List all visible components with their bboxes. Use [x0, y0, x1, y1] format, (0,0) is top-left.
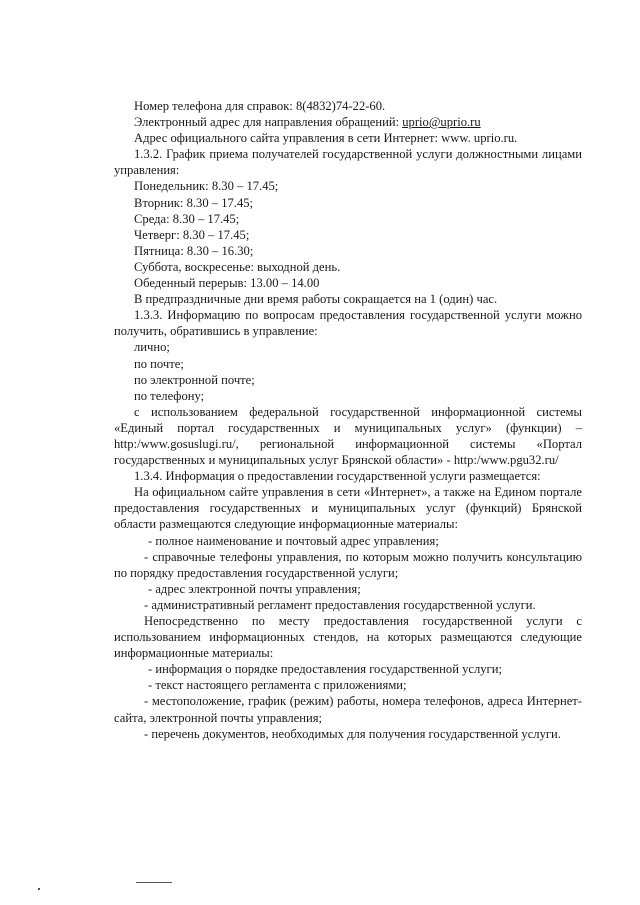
schedule-day: Суббота, воскресенье: выходной день.	[134, 259, 341, 274]
stands-item: - информация о порядке предоставления государственной услуги;	[148, 662, 502, 677]
stands-item: - текст настоящего регламента с приложениями;	[148, 678, 407, 693]
info-heading: 1.3.3. Информацию по вопросам предоставления государственной услуги можно получить, обратившись в управление:	[114, 308, 582, 339]
info-method: по электронной почте;	[134, 372, 255, 387]
website-line: Адрес официального сайта управления в сети Интернет: www. uprio.ru.	[134, 131, 518, 146]
schedule-day: Понедельник: 8.30 – 17.45;	[134, 179, 279, 194]
email-link[interactable]: uprio@uprio.ru	[402, 115, 481, 130]
email-line	[114, 114, 582, 130]
website-item: - справочные телефоны управления, по которым можно получить консультацию по порядку предоставления государственной услуги;	[114, 549, 582, 580]
stands-intro: Непосредственно по месту предоставления государственной услуги с использованием информационных стендов, на которых размещаются следующие информационные материалы:	[114, 614, 582, 661]
website-item: - адрес электронной почты управления;	[148, 581, 361, 596]
info-method: по почте;	[134, 356, 184, 371]
stands-item: - перечень документов, необходимых для получения государственной услуги.	[144, 726, 561, 741]
schedule-heading: 1.3.2. График приема получателей государственной услуги должностными лицами управления:	[114, 147, 582, 178]
info-methods	[114, 339, 582, 403]
info-method: лично;	[134, 340, 170, 355]
website-intro: На официальном сайте управления в сети «Интернет», а также на Едином портале предоставления государственных и муниципальных услуг (функций) Брянской области размещаются следующие информационные материалы:	[114, 485, 582, 532]
lunch-break: Обеденный перерыв: 13.00 – 14.00	[134, 276, 320, 291]
schedule-day: Среда: 8.30 – 17.45;	[134, 211, 240, 226]
schedule-day: Пятница: 8.30 – 16.30;	[134, 243, 254, 258]
schedule-day: Четверг: 8.30 – 17.45;	[134, 227, 250, 242]
info-method: по телефону;	[134, 388, 205, 403]
phone-line: Номер телефона для справок: 8(4832)74-22-60.	[134, 99, 386, 113]
email-label: Электронный адрес для направления обращений:	[134, 115, 403, 130]
placement-heading: 1.3.4. Информация о предоставлении государственной услуги размещается:	[134, 469, 541, 484]
portal-paragraph: с использованием федеральной государственной информационной системы «Единый портал государственных и муниципальных услуг» (функции) – http:/www.gosuslugi.ru/, региональной информационной системы «Портал государственных и муниципальных услуг Брянской области» - http:/www.pgu32.ru/	[114, 404, 582, 468]
holiday-note: В предпраздничные дни время работы сокращается на 1 (один) час.	[134, 292, 498, 307]
document-page	[114, 98, 582, 742]
schedule-day: Вторник: 8.30 – 17.45;	[134, 195, 254, 210]
scan-speck	[38, 888, 40, 890]
website-item: - полное наименование и почтовый адрес управления;	[148, 533, 439, 548]
schedule-list	[114, 178, 582, 307]
stands-item: - местоположение, график (режим) работы, номера телефонов, адреса Интернет-сайта, электронной почты управления;	[114, 694, 582, 725]
website-item: - административный регламент предоставления государственной услуги.	[144, 597, 536, 612]
footnote-divider	[136, 882, 172, 883]
